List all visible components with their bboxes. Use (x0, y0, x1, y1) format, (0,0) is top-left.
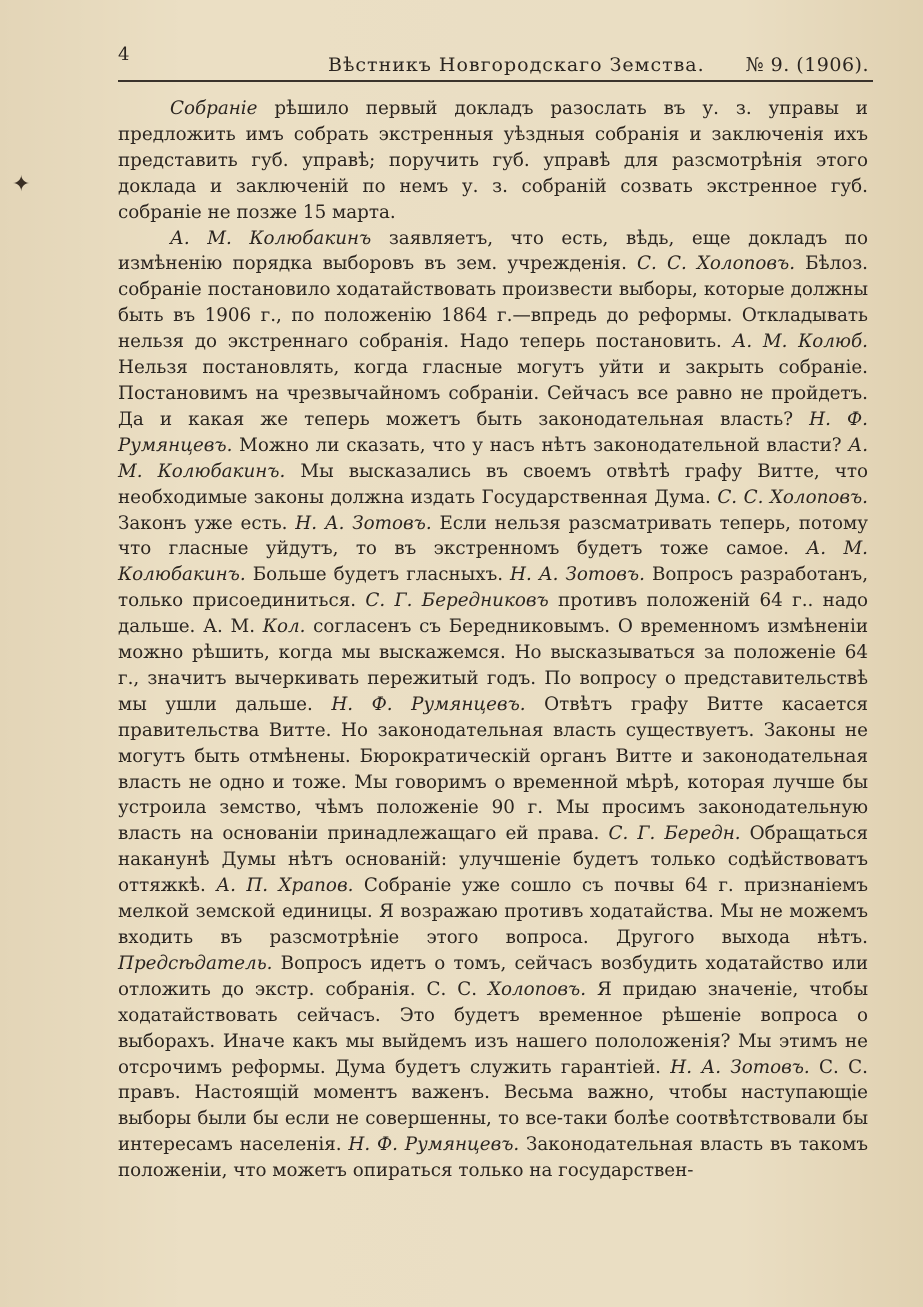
speech-text: Вопросъ идетъ о томъ, сейчасъ возбудить ходатайство или отложить до экстр. собранія. С. С. (118, 952, 868, 1000)
speech-text: Законъ уже есть. (118, 512, 296, 534)
speech-text: Законодательная власть въ такомъ положеніи, что можетъ опираться только на государствен- (118, 1134, 868, 1182)
speech-text: Если нельзя разсматривать теперь, потому что гласные уйдутъ, то въ экстренномъ будетъ тоже самое. (118, 512, 868, 560)
margin-mark: ✦ (12, 172, 31, 197)
paragraph-text: рѣшило первый докладъ разослать въ у. з. управы и предложить имъ собрать экстренныя уѣздныя собранія и заключенія ихъ представить губ. управѣ; поручить губ. управѣ для разсмотрѣнія этого доклада и заключеній по немъ у. з. собраній созвать экстренное губ. собраніе не позже 15 марта. (118, 98, 868, 223)
speaker-name: Н. А. Зотовъ. (510, 564, 645, 586)
speaker-name: А. М. Колюбакинъ. (118, 434, 868, 482)
speech-text: Я придаю значеніе, чтобы ходатайствовать сейчасъ. Это будетъ временное рѣшеніе вопроса о выборахъ. Иначе какъ мы выйдемъ изъ нашего пололоженія? Мы этимъ не отсрочимъ реформы. Дума будетъ служить гарантіей. (118, 978, 868, 1078)
page-number: 4 (118, 44, 130, 65)
speaker-name: С. Г. Бередниковъ (365, 590, 549, 612)
body-text (118, 96, 868, 1184)
speech-text: Можно ли сказать, что у насъ нѣтъ законодательной власти? (232, 434, 849, 456)
journal-title: Вѣстникъ Новгородскаго Земства. (328, 54, 705, 76)
speaker-name: С. С. Холоповъ. (717, 486, 868, 508)
speech-text: противъ положеній 64 г.. надо дальше. А. М. (118, 590, 868, 638)
paragraph (118, 96, 868, 226)
speaker-name: А. М. Колюбакинъ (170, 227, 372, 249)
speech-text: Мы высказались въ своемъ отвѣтѣ графу Витте, что необходимые законы должна издать Государственная Дума. (118, 460, 869, 508)
speech-text: Бѣлоз. собраніе постановило ходатайствовать произвести выборы, которые должны быть въ 1906 г., по положенію 1864 г.—впредь до реформы. Откладывать нельзя до экстреннаго собранія. Надо теперь постановить. (118, 253, 868, 353)
speech-text: Нельзя постановлять, когда гласные могутъ уйти и закрыть собраніе. Постановимъ на чрезвычайномъ собраніи. Сейчасъ все равно не пройдетъ. Да и какая же теперь можетъ быть законодательная власть? (118, 357, 868, 430)
speaker-name: А. М. Колюб. (732, 331, 868, 353)
speaker-name: С. С. Холоповъ. (637, 253, 795, 275)
running-header (118, 44, 873, 82)
issue-number: № 9. (1906). (745, 54, 869, 76)
speaker-name: Предсѣдатель. (118, 952, 273, 974)
speech-text: С. С. правъ. Настоящій моментъ важенъ. Весьма важно, чтобы наступающіе выборы были бы если не совершенны, то все-таки болѣе соотвѣтствовали бы интересамъ населенія. (118, 1056, 868, 1156)
paragraph (118, 226, 868, 1185)
speaker-name: Собраніе (170, 98, 258, 119)
speaker-name: Н. Ф. Румянцевъ. (118, 408, 868, 456)
speaker-name: А. М. Колюбакинъ. (118, 538, 868, 586)
speaker-name: Холоповъ. (487, 978, 587, 1000)
speaker-name: Н. Ф. Румянцевъ. (348, 1134, 520, 1156)
speech-text: Больше будетъ гласныхъ. (245, 564, 511, 586)
speaker-name: Н. Ф. Румянцевъ. (331, 693, 526, 715)
speaker-name: А. П. Храпов. (216, 875, 354, 897)
speaker-name: Кол. (262, 616, 306, 638)
speech-text: Обращаться наканунѣ Думы нѣтъ основаній: улучшеніе будетъ только содѣйствоватъ оттяжкѣ. (118, 823, 869, 897)
speech-text: Собраніе уже сошло съ почвы 64 г. признаніемъ мелкой земской единицы. Я возражаю противъ ходатайства. Мы не можемъ входить въ разсмотрѣніе этого вопроса. Другого выхода нѣтъ. (118, 875, 868, 948)
speech-text: заявляетъ, что есть, вѣдь, еще докладъ по измѣненію порядка выборовъ въ зем. учрежденія. (118, 227, 868, 275)
speaker-name: Н. А. Зотовъ. (670, 1056, 810, 1078)
speech-text: согласенъ съ Бередниковымъ. О временномъ измѣненіи можно рѣшить, когда мы выскажемся. Но высказываться за положеніе 64 г., значитъ вычеркивать пережитый годъ. По вопросу о представительствѣ мы ушли дальше. (118, 616, 869, 715)
speaker-name: С. Г. Бередн. (608, 823, 741, 845)
speech-text: Вопросъ разработанъ, только присоединиться. (118, 564, 869, 612)
speech-text: Отвѣтъ графу Витте касается правительства Витте. Но законодательная власть существуетъ. Законы не могутъ быть отмѣнены. Бюрократическій органъ Витте и законодательная власть не одно и тоже. Мы говоримъ о временной мѣрѣ, которая лучше бы устроила земство, чѣмъ положеніе 90 г. Мы просимъ законодательную власть на основаніи принадлежащаго ей права. (118, 693, 869, 845)
speaker-name: Н. А. Зотовъ. (295, 512, 432, 534)
